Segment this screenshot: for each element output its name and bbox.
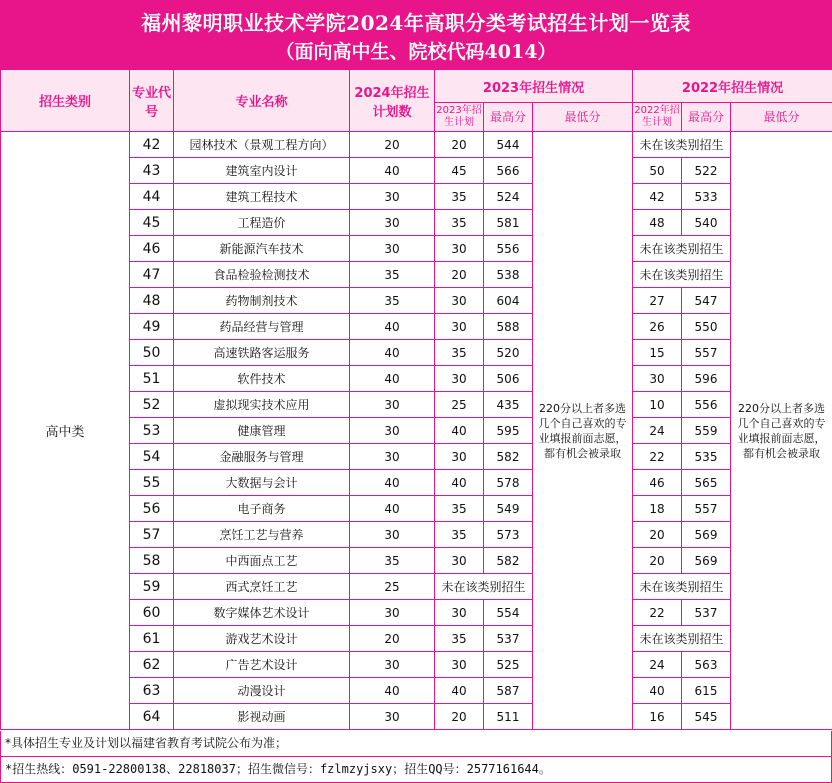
max-score-2023: 556 — [484, 236, 533, 262]
plan-2024: 30 — [350, 522, 435, 548]
max-score-2023: 573 — [484, 522, 533, 548]
plan-2022: 18 — [633, 496, 682, 522]
plan-2023: 30 — [435, 444, 484, 470]
max-score-2023: 544 — [484, 132, 533, 158]
plan-2022: 50 — [633, 158, 682, 184]
plan-2023: 30 — [435, 600, 484, 626]
major-name: 新能源汽车技术 — [174, 236, 350, 262]
header-min-2022: 最低分 — [731, 103, 832, 132]
major-name: 工程造价 — [174, 210, 350, 236]
major-name: 药品经营与管理 — [174, 314, 350, 340]
major-code: 60 — [130, 600, 174, 626]
max-score-2022: 615 — [682, 678, 731, 704]
max-score-2022: 533 — [682, 184, 731, 210]
plan-2024: 40 — [350, 314, 435, 340]
max-score-2023: 582 — [484, 444, 533, 470]
plan-2023: 30 — [435, 236, 484, 262]
max-score-2023: 538 — [484, 262, 533, 288]
major-code: 44 — [130, 184, 174, 210]
plan-2022: 20 — [633, 548, 682, 574]
major-name: 药物制剂技术 — [174, 288, 350, 314]
major-code: 59 — [130, 574, 174, 600]
plan-2023: 25 — [435, 392, 484, 418]
max-score-2023: 581 — [484, 210, 533, 236]
header-group-2023: 2023年招生情况 — [435, 70, 633, 103]
footer-contact: *招生热线：0591-22800138、22818037；招生微信号：fzlmzyjsxy；招生QQ号：2577161644。 — [0, 757, 832, 783]
plan-2024: 30 — [350, 184, 435, 210]
plan-2023: 35 — [435, 210, 484, 236]
not-enrolled-2022: 未在该类别招生 — [633, 626, 731, 652]
plan-2022: 30 — [633, 366, 682, 392]
max-score-2022: 563 — [682, 652, 731, 678]
max-score-2022: 550 — [682, 314, 731, 340]
plan-2022: 26 — [633, 314, 682, 340]
major-code: 53 — [130, 418, 174, 444]
title-band — [0, 0, 832, 69]
major-code: 43 — [130, 158, 174, 184]
header-group-2022: 2022年招生情况 — [633, 70, 832, 103]
header-min-2023: 最低分 — [533, 103, 633, 132]
major-code: 54 — [130, 444, 174, 470]
plan-2023: 45 — [435, 158, 484, 184]
major-code: 62 — [130, 652, 174, 678]
plan-2022: 24 — [633, 652, 682, 678]
min-score-note-2023: 220分以上者多选几个自己喜欢的专业填报前面志愿，都有机会被录取 — [533, 132, 633, 730]
plan-2023: 30 — [435, 314, 484, 340]
max-score-2023: 595 — [484, 418, 533, 444]
max-score-2022: 540 — [682, 210, 731, 236]
max-score-2022: 545 — [682, 704, 731, 730]
plan-2023: 30 — [435, 652, 484, 678]
major-code: 58 — [130, 548, 174, 574]
max-score-2022: 537 — [682, 600, 731, 626]
plan-2024: 30 — [350, 600, 435, 626]
plan-2024: 40 — [350, 496, 435, 522]
major-code: 61 — [130, 626, 174, 652]
plan-2024: 40 — [350, 366, 435, 392]
plan-2023: 20 — [435, 704, 484, 730]
max-score-2023: 582 — [484, 548, 533, 574]
max-score-2022: 535 — [682, 444, 731, 470]
max-score-2023: 537 — [484, 626, 533, 652]
major-name: 数字媒体艺术设计 — [174, 600, 350, 626]
category-cell: 高中类 — [1, 132, 130, 730]
max-score-2023: 520 — [484, 340, 533, 366]
max-score-2022: 522 — [682, 158, 731, 184]
plan-2022: 27 — [633, 288, 682, 314]
plan-2023: 20 — [435, 262, 484, 288]
not-enrolled-2023: 未在该类别招生 — [435, 574, 533, 600]
plan-2022: 22 — [633, 444, 682, 470]
page-subtitle: （面向高中生、院校代码4014） — [275, 41, 557, 63]
major-name: 西式烹饪工艺 — [174, 574, 350, 600]
plan-2024: 30 — [350, 210, 435, 236]
plan-2024: 30 — [350, 704, 435, 730]
enrollment-table — [0, 69, 832, 730]
plan-2023: 35 — [435, 522, 484, 548]
header-max-2022: 最高分 — [682, 103, 731, 132]
major-code: 56 — [130, 496, 174, 522]
max-score-2023: 506 — [484, 366, 533, 392]
max-score-2023: 511 — [484, 704, 533, 730]
plan-2024: 30 — [350, 652, 435, 678]
major-code: 55 — [130, 470, 174, 496]
major-code: 48 — [130, 288, 174, 314]
plan-2023: 35 — [435, 496, 484, 522]
not-enrolled-2022: 未在该类别招生 — [633, 236, 731, 262]
plan-2022: 42 — [633, 184, 682, 210]
plan-2022: 22 — [633, 600, 682, 626]
major-name: 大数据与会计 — [174, 470, 350, 496]
plan-2024: 35 — [350, 288, 435, 314]
plan-2022: 40 — [633, 678, 682, 704]
header-plan-2022: 2022年招生计划 — [633, 103, 682, 132]
major-code: 45 — [130, 210, 174, 236]
major-name: 健康管理 — [174, 418, 350, 444]
major-name: 烹饪工艺与营养 — [174, 522, 350, 548]
plan-2022: 48 — [633, 210, 682, 236]
plan-2024: 20 — [350, 132, 435, 158]
plan-2023: 35 — [435, 184, 484, 210]
max-score-2022: 547 — [682, 288, 731, 314]
plan-2023: 40 — [435, 470, 484, 496]
max-score-2023: 578 — [484, 470, 533, 496]
plan-2022: 24 — [633, 418, 682, 444]
table-row — [1, 132, 832, 158]
plan-2023: 30 — [435, 548, 484, 574]
page-title: 福州黎明职业技术学院2024年高职分类考试招生计划一览表 — [141, 11, 691, 35]
plan-2024: 30 — [350, 236, 435, 262]
plan-2022: 16 — [633, 704, 682, 730]
major-name: 广告艺术设计 — [174, 652, 350, 678]
major-name: 电子商务 — [174, 496, 350, 522]
min-score-note-2022: 220分以上者多选几个自己喜欢的专业填报前面志愿，都有机会被录取 — [731, 132, 832, 730]
plan-2024: 35 — [350, 262, 435, 288]
major-code: 52 — [130, 392, 174, 418]
max-score-2022: 559 — [682, 418, 731, 444]
plan-2024: 30 — [350, 392, 435, 418]
header-plan-2023: 2023年招生计划 — [435, 103, 484, 132]
plan-2022: 15 — [633, 340, 682, 366]
major-code: 64 — [130, 704, 174, 730]
plan-2024: 20 — [350, 626, 435, 652]
major-code: 46 — [130, 236, 174, 262]
max-score-2022: 569 — [682, 548, 731, 574]
plan-2024: 40 — [350, 340, 435, 366]
plan-2022: 10 — [633, 392, 682, 418]
header-plan-2024: 2024年招生计划数 — [350, 70, 435, 132]
footer-note: *具体招生专业及计划以福建省教育考试院公布为准； — [0, 731, 832, 757]
major-name: 食品检验检测技术 — [174, 262, 350, 288]
plan-2022: 20 — [633, 522, 682, 548]
plan-2023: 35 — [435, 340, 484, 366]
plan-2024: 40 — [350, 678, 435, 704]
plan-2023: 35 — [435, 626, 484, 652]
major-code: 57 — [130, 522, 174, 548]
max-score-2022: 556 — [682, 392, 731, 418]
max-score-2023: 435 — [484, 392, 533, 418]
max-score-2023: 524 — [484, 184, 533, 210]
max-score-2023: 604 — [484, 288, 533, 314]
max-score-2022: 557 — [682, 340, 731, 366]
plan-2024: 25 — [350, 574, 435, 600]
major-name: 虚拟现实技术应用 — [174, 392, 350, 418]
max-score-2023: 549 — [484, 496, 533, 522]
major-code: 50 — [130, 340, 174, 366]
header-max-2023: 最高分 — [484, 103, 533, 132]
header-code: 专业代号 — [130, 70, 174, 132]
plan-2023: 30 — [435, 288, 484, 314]
not-enrolled-2022: 未在该类别招生 — [633, 132, 731, 158]
not-enrolled-2022: 未在该类别招生 — [633, 262, 731, 288]
header-name: 专业名称 — [174, 70, 350, 132]
major-name: 金融服务与管理 — [174, 444, 350, 470]
not-enrolled-2022: 未在该类别招生 — [633, 574, 731, 600]
major-code: 51 — [130, 366, 174, 392]
table-body — [1, 132, 832, 730]
major-name: 高速铁路客运服务 — [174, 340, 350, 366]
header-category: 招生类别 — [1, 70, 130, 132]
max-score-2022: 557 — [682, 496, 731, 522]
major-code: 42 — [130, 132, 174, 158]
major-name: 软件技术 — [174, 366, 350, 392]
max-score-2022: 565 — [682, 470, 731, 496]
plan-2024: 40 — [350, 470, 435, 496]
plan-2023: 30 — [435, 366, 484, 392]
major-name: 中西面点工艺 — [174, 548, 350, 574]
max-score-2023: 566 — [484, 158, 533, 184]
max-score-2023: 587 — [484, 678, 533, 704]
major-code: 47 — [130, 262, 174, 288]
plan-2022: 46 — [633, 470, 682, 496]
max-score-2023: 588 — [484, 314, 533, 340]
major-name: 游戏艺术设计 — [174, 626, 350, 652]
major-code: 49 — [130, 314, 174, 340]
major-name: 建筑工程技术 — [174, 184, 350, 210]
major-name: 园林技术（景观工程方向） — [174, 132, 350, 158]
max-score-2023: 554 — [484, 600, 533, 626]
max-score-2022: 569 — [682, 522, 731, 548]
plan-2024: 35 — [350, 548, 435, 574]
plan-2023: 40 — [435, 678, 484, 704]
major-name: 动漫设计 — [174, 678, 350, 704]
major-name: 建筑室内设计 — [174, 158, 350, 184]
plan-2024: 30 — [350, 418, 435, 444]
major-name: 影视动画 — [174, 704, 350, 730]
plan-2024: 40 — [350, 158, 435, 184]
max-score-2023: 525 — [484, 652, 533, 678]
plan-2023: 20 — [435, 132, 484, 158]
max-score-2022: 596 — [682, 366, 731, 392]
plan-2023: 40 — [435, 418, 484, 444]
major-code: 63 — [130, 678, 174, 704]
plan-2024: 30 — [350, 444, 435, 470]
